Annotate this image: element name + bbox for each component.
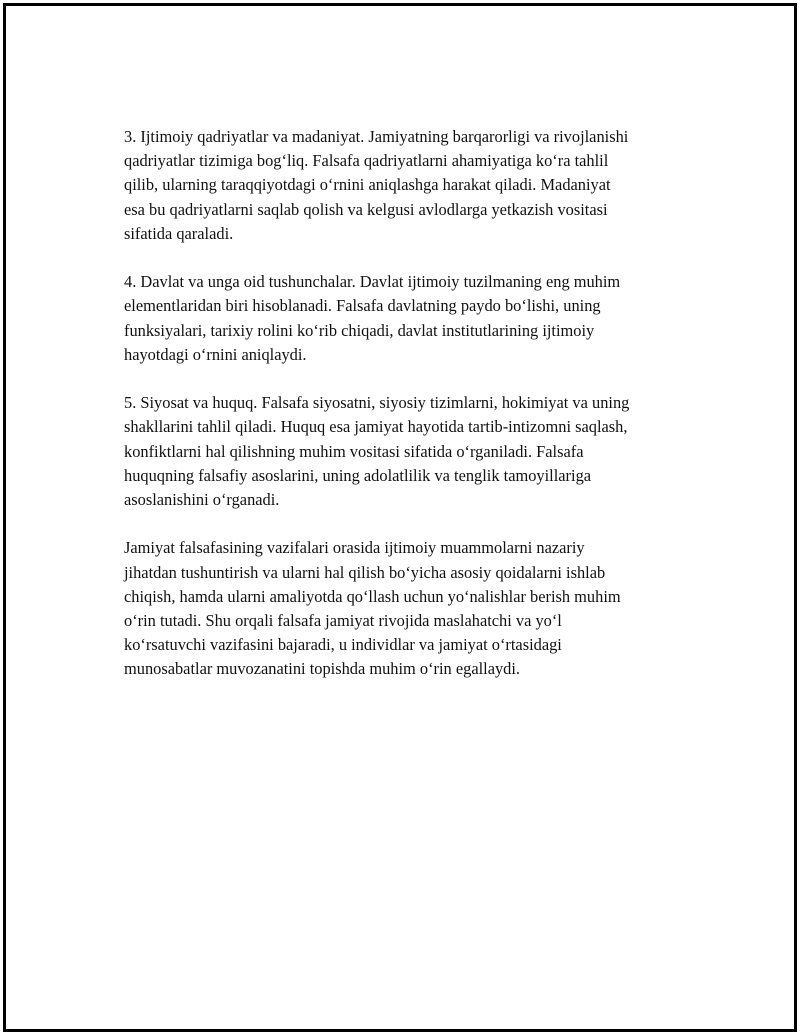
paragraph-state-concepts: 4. Davlat va unga oid tushunchalar. Davlat ijtimoiy tuzilmaning eng muhim elementlaridan biri hisoblanadi. Falsafa davlatning paydo bo‘lishi, uning funksiyalari, tarixiy rolini ko‘rib chiqadi, davlat institutlarining ijtimoiy hayotdagi o‘rnini aniqlaydi. (124, 272, 621, 364)
paragraph-social-values-culture: 3. Ijtimoiy qadriyatlar va madaniyat. Jamiyatning barqarorligi va rivojlanishi qadriyatlar tizimiga bog‘liq. Falsafa qadriyatlarni ahamiyatiga ko‘ra tahlil qilib, ularning taraqqiyotdagi o‘rnini aniqlashga harakat qiladi. Madaniyat esa bu qadriyatlarni saqlab qolish va kelgusi avlodlarga yetkazish vositasi sifatida qaraladi. (124, 127, 629, 243)
page-frame (3, 3, 797, 1032)
document-body (124, 125, 714, 706)
paragraph-politics-law: 5. Siyosat va huquq. Falsafa siyosatni, siyosiy tizimlarni, hokimiyat va uning shakllarini tahlil qiladi. Huquq esa jamiyat hayotida tartib-intizomni saqlash, konfiktlarni hal qilishning muhim vositasi sifatida o‘rganiladi. Falsafa huquqning falsafiy asoslarini, uning adolatlilik va tenglik tamoyillariga asoslanishini o‘rganadi. (124, 393, 630, 510)
paragraph-society-philosophy-tasks: Jamiyat falsafasining vazifalari orasida ijtimoiy muammolarni nazariy jihatdan tushuntirish va ularni hal qilish bo‘yicha asosiy qoidalarni ishlab chiqish, hamda ularni amaliyotda qo‘llash uchun yo‘nalishlar berish muhim o‘rin tutadi. Shu orqali falsafa jamiyat rivojida maslahatchi va yo‘l ko‘rsatuvchi vazifasini bajaradi, u individlar va jamiyat o‘rtasidagi munosabatlar muvozanatini topishda muhim o‘rin egallaydi. (124, 538, 621, 679)
